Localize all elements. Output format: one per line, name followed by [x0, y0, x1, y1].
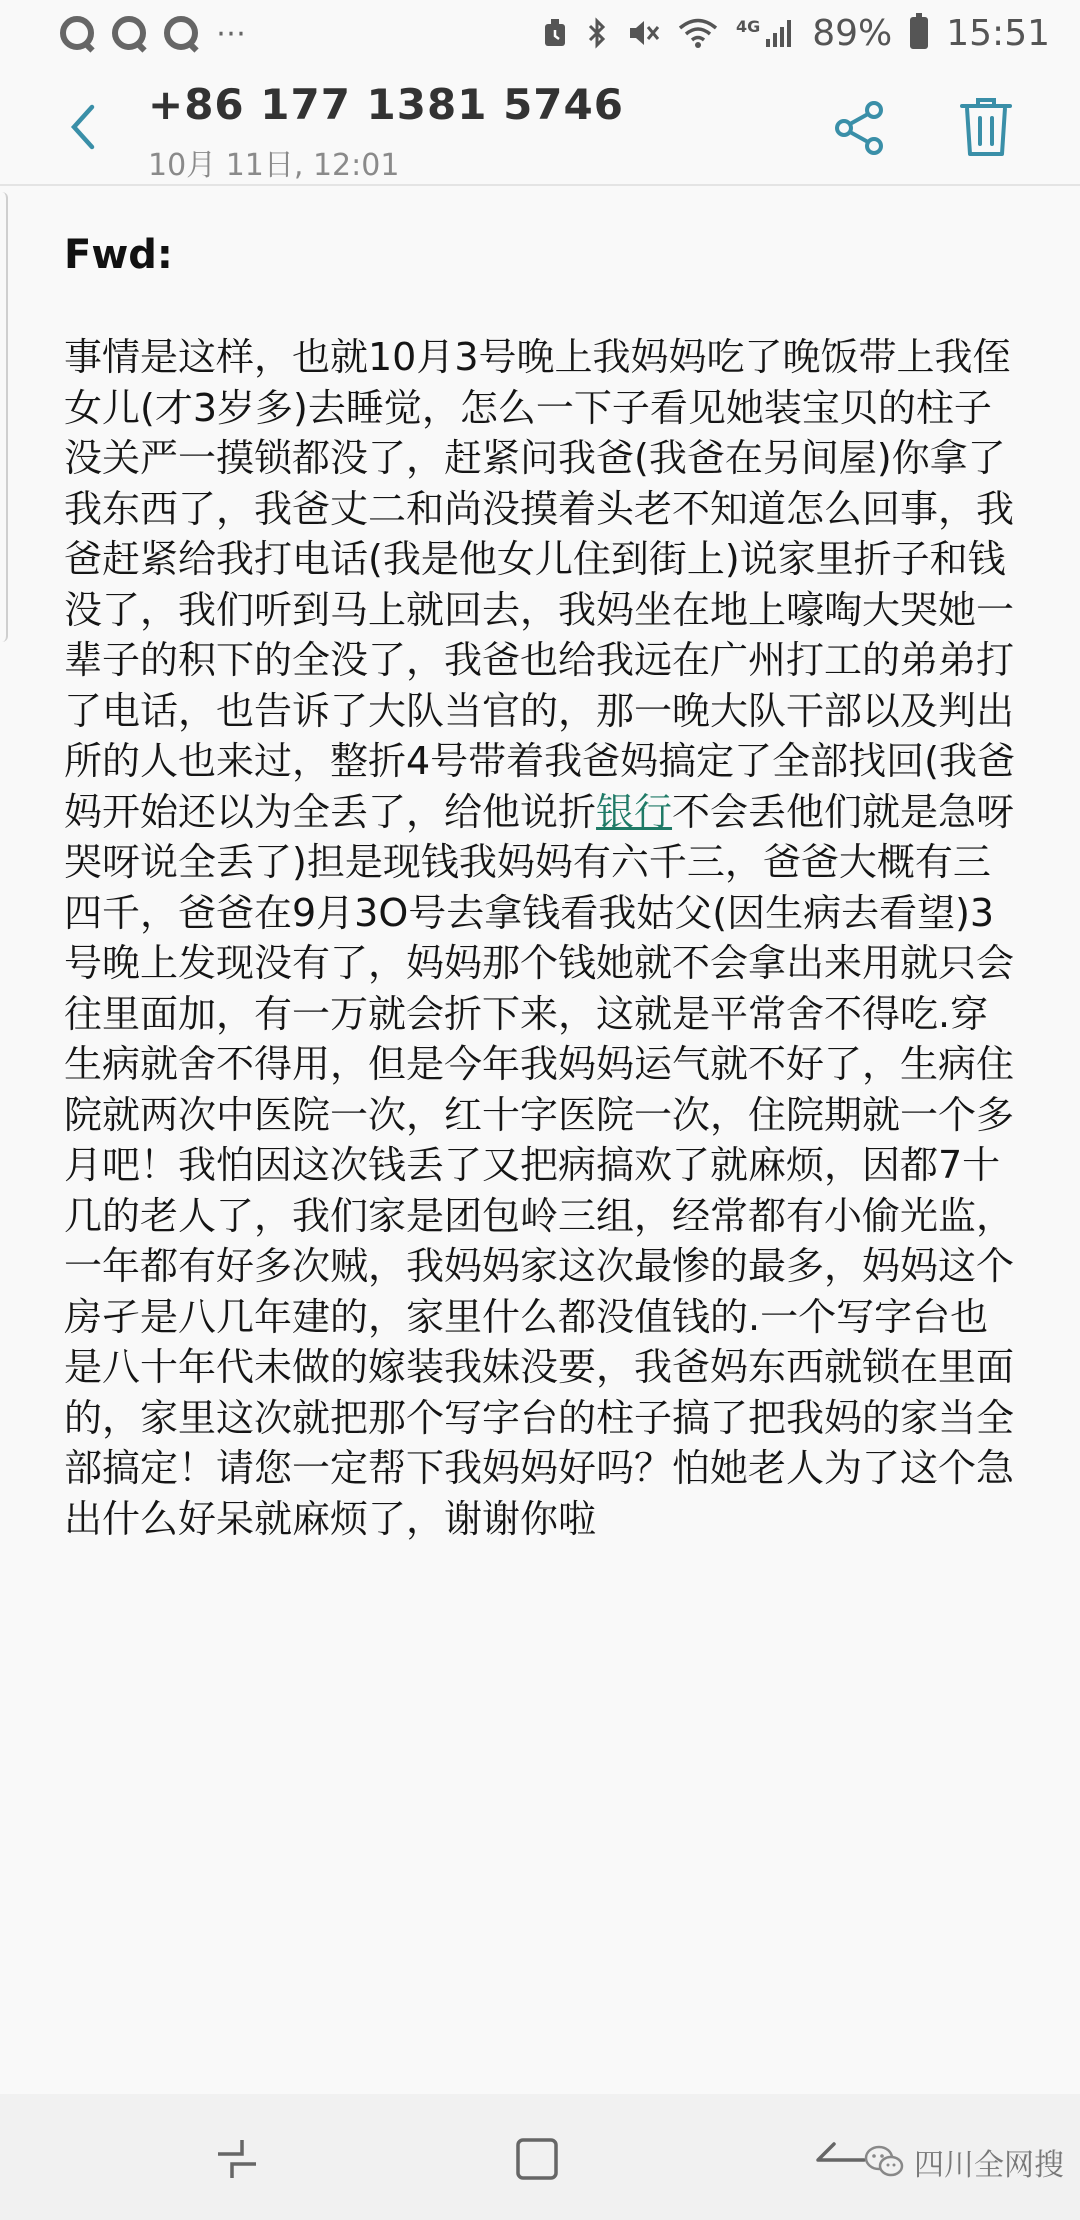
qq-notification-icon: [112, 16, 146, 50]
qq-notification-icon: [60, 16, 94, 50]
battery-percent: 89%: [812, 12, 893, 54]
home-icon: [512, 2134, 562, 2184]
home-button[interactable]: [512, 2134, 562, 2184]
scroll-indicator[interactable]: [0, 192, 8, 642]
message-text: [64, 332, 1024, 1544]
bluetooth-icon: [586, 17, 608, 49]
signal-icon: [764, 17, 794, 49]
battery-icon: [910, 17, 928, 49]
network-type-label: 4G: [735, 16, 761, 36]
forward-label: Fwd:: [64, 232, 173, 278]
back-button[interactable]: [62, 102, 102, 152]
message-text-part2: 不会丢他们就是急呀哭呀说全丢了)担是现钱我妈妈有六千三，爸爸大概有三四千，爸爸在9月3O号去拿钱看我姑父(因生病去看望)3号晚上发现没有了，妈妈那个钱她就不会拿出来用就只会往里面加，有一万就会折下来，这就是平常舍不得吃.穿生病就舍不得用，但是今年我妈妈运气就不好了，生病住院就两次中医院一次，红十字医院一次，住院期就一个多月吧！我怕因这次钱丢了又把病搞欢了就麻烦，因都7十几的老人了，我们家是团包岭三组，经常都有小偷光监，一年都有好多次贼，我妈妈家这次最惨的最多，妈妈这个房孑是八几年建的，家里什么都没值钱的.一个写字台也是八十年代未做的嫁装我妹没要，我爸妈东西就锁在里面的，家里这次就把那个写字台的柱子搞了把我妈的家当全部搞定！请您一定帮下我妈妈好吗？怕她老人为了这个急出什么好呆就麻烦了，谢谢你啦: [64, 789, 1015, 1541]
recent-apps-icon: [212, 2134, 262, 2184]
recent-apps-button[interactable]: [212, 2134, 262, 2184]
navigation-bar: [0, 2094, 1080, 2220]
system-back-button[interactable]: [812, 2132, 868, 2182]
watermark: [864, 2140, 1064, 2184]
delete-button[interactable]: [958, 96, 1014, 158]
contact-number: +86 177 1381 5746: [148, 80, 624, 129]
chevron-left-icon: [68, 103, 96, 151]
share-icon: [834, 100, 886, 156]
app-bar: [0, 66, 1080, 186]
alarm-icon: [542, 18, 568, 48]
trash-icon: [958, 96, 1014, 158]
qq-notification-icon: [164, 16, 198, 50]
status-left: [60, 16, 248, 51]
status-bar: [0, 0, 1080, 66]
wechat-icon: [864, 2145, 904, 2179]
message-text-part1: 事情是这样，也就10月3号晚上我妈妈吃了晚饭带上我侄女儿(才3岁多)去睡觉，怎么一下子看见她装宝贝的柱子没关严一摸锁都没了，赶紧问我爸(我爸在另间屋)你拿了我东西了，我爸丈二和尚没摸着头老不知道怎么回事，我爸赶紧给我打电话(我是他女儿住到街上)说家里折子和钱没了，我们听到马上就回去，我妈坐在地上嚎啕大哭她一辈子的积下的全没了，我爸也给我远在广州打工的弟弟打了电话，也告诉了大队当官的，那一晚大队干部以及判出所的人也来过，整折4号带着我爸妈搞定了全部找回(我爸妈开始还以为全丢了，给他说折: [64, 335, 1016, 834]
more-notifications-icon: ⋯: [216, 15, 248, 51]
bank-link[interactable]: 银行: [596, 789, 673, 834]
share-button[interactable]: [834, 100, 886, 156]
watermark-text: 四川全网搜: [914, 2148, 1064, 2183]
message-date: 10月 11日, 12:01: [148, 148, 400, 183]
clock-time: 15:51: [946, 12, 1050, 54]
mute-icon: [626, 17, 660, 49]
wifi-icon: [678, 17, 718, 49]
message-body: [64, 232, 1024, 1544]
system-back-icon: [812, 2132, 868, 2182]
status-right: [542, 13, 1050, 54]
